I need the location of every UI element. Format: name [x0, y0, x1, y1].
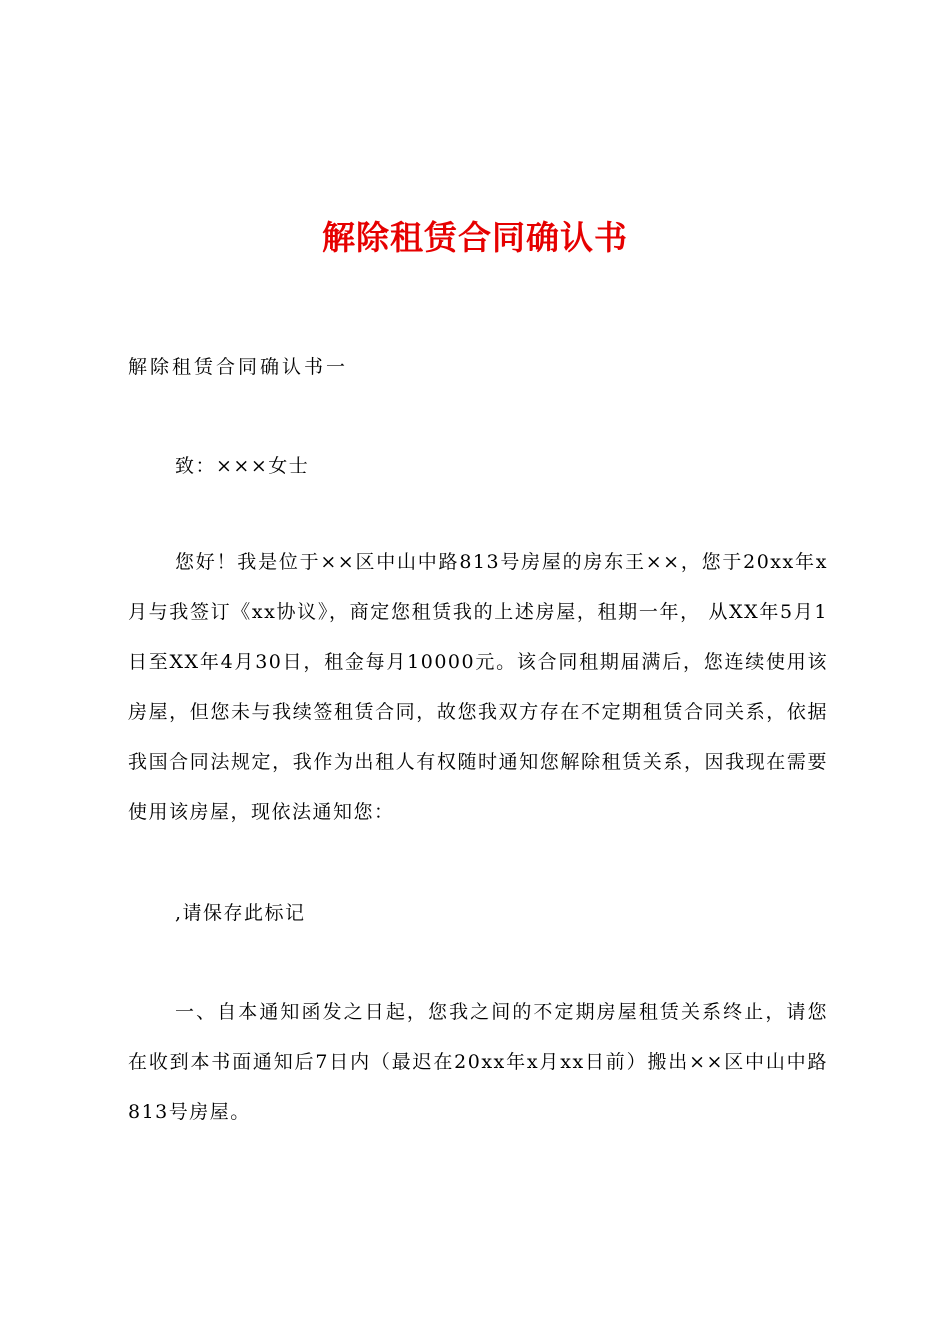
greeting-line: 致：×××女士 [175, 455, 310, 477]
document-title: 解除租赁合同确认书 [322, 218, 628, 257]
body-paragraph: 您好！我是位于××区中山中路813号房屋的房东王××，您于20xx年x月与我签订《xx协议》，商定您租赁我的上述房屋，租期一年， 从XX年5月1日至XX年4月30日，租金每月10000元。该合同租期届满后，您连续使用该房屋，但您未与我续签租赁合同，故您我双方存在不定期租赁合同关系，依据我国合同法规定，我作为出租人有权随时通知您解除租赁关系，因我现在需要使用该房屋，现依法通知您： [128, 551, 828, 823]
mark-note: ,请保存此标记 [175, 902, 306, 924]
clause-one: 一、自本通知函发之日起，您我之间的不定期房屋租赁关系终止，请您在收到本书面通知后7日内（最迟在20xx年x月xx日前）搬出××区中山中路813号房屋。 [128, 1001, 828, 1123]
section-title: 解除租赁合同确认书一 [128, 356, 349, 378]
